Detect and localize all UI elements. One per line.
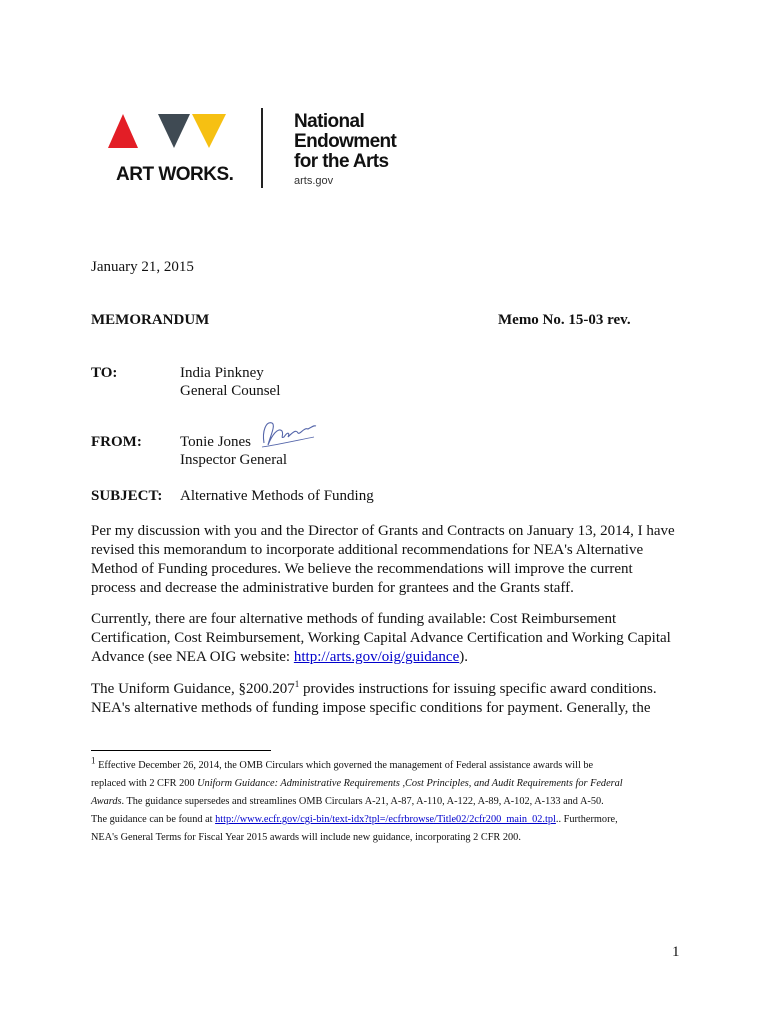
nea-logo-line-3: for the Arts [294, 151, 389, 172]
paragraph-3-text: provides instructions for issuing specific award conditions. [299, 681, 657, 697]
paragraph-2-line: Certification, Cost Reimbursement, Working Capital Advance Certification and Working Capital [91, 630, 671, 646]
to-title: General Counsel [180, 383, 281, 399]
footnote-line [91, 793, 691, 811]
paragraph-2-text: Advance (see NEA OIG website: [91, 649, 294, 665]
to-name: India Pinkney [180, 365, 264, 381]
nea-logo-url: arts.gov [294, 175, 334, 187]
footnote-italic-text: Awards [91, 796, 122, 807]
subject-label: SUBJECT: [91, 488, 163, 504]
footnote-line [91, 775, 691, 793]
paragraph-1-line: Per my discussion with you and the Director of Grants and Contracts on January 13, 2014, I have [91, 523, 675, 539]
footnote-marker: 1 [91, 755, 96, 766]
from-label: FROM: [91, 434, 142, 450]
footnote-separator [91, 750, 271, 751]
paragraph-2 [91, 610, 691, 667]
nea-logo-line-1: National [294, 111, 365, 132]
paragraph-3 [91, 680, 691, 718]
paragraph-1-line: process and decrease the administrative burden for grantees and the Grants staff. [91, 580, 574, 596]
footnote-reference: 1 [294, 679, 300, 689]
paragraph-1-line: revised this memorandum to incorporate additional recommendations for NEA's Alternative [91, 542, 644, 558]
logo-divider [261, 108, 263, 188]
oig-guidance-link[interactable]: http://arts.gov/oig/guidance [293, 649, 460, 665]
from-title: Inspector General [180, 452, 288, 468]
paragraph-3-line: NEA's alternative methods of funding impose specific conditions for payment. Generally, the [91, 700, 651, 716]
from-name: Tonie Jones [180, 434, 252, 450]
paragraph-2-line: Currently, there are four alternative methods of funding available: Cost Reimbursement [91, 611, 617, 627]
page-number: 1 [672, 944, 680, 960]
gray-triangle-icon [158, 114, 190, 148]
footnote-text: Effective December 26, 2014, the OMB Circulars which governed the management of Federal assistance awards will be [95, 760, 594, 771]
art-works-logo [106, 112, 246, 192]
footnote-text: replaced with 2 CFR 200 [91, 778, 198, 789]
paragraph-2-text: ). [459, 649, 468, 665]
footnote-italic-text: Uniform Guidance: Administrative Requirements ,Cost Principles, and Audit Requirements for Federal [197, 778, 623, 789]
to-label: TO: [91, 365, 118, 381]
nea-logo-line-2: Endowment [294, 131, 397, 152]
footnote-line [91, 757, 691, 775]
memo-date: January 21, 2015 [91, 259, 194, 275]
footnote-line: NEA's General Terms for Fiscal Year 2015 awards will include new guidance, incorporating 2 CFR 200. [91, 832, 521, 843]
art-works-shapes-icon [106, 112, 246, 162]
nea-logo [294, 112, 396, 187]
footnote-text: .. Furthermore, [555, 814, 618, 825]
paragraph-2-line [91, 648, 691, 667]
signature-icon [258, 417, 318, 456]
yellow-triangle-icon [192, 114, 226, 148]
paragraph-1 [91, 522, 691, 598]
ecfr-link[interactable]: http://www.ecfr.gov/cgi-bin/text-idx?tpl=/ecfrbrowse/Title02/2cfr200_main_02.tpl [215, 814, 556, 825]
footnote [91, 757, 691, 847]
paragraph-3-text: The Uniform Guidance, §200.207 [91, 681, 295, 697]
paragraph-1-line: Method of Funding procedures. We believe the recommendations will improve the current [91, 561, 633, 577]
memo-number: Memo No. 15-03 rev. [498, 312, 631, 328]
footnote-line [91, 811, 691, 829]
art-works-text: ART WORKS. [116, 164, 234, 185]
red-triangle-icon [108, 114, 138, 148]
memo-label: MEMORANDUM [91, 312, 210, 328]
footnote-text: The guidance can be found at [91, 814, 216, 825]
footnote-text: . The guidance supersedes and streamlines OMB Circulars A-21, A-87, A-110, A-122, A-89, A-102, A-133 and A-50. [121, 796, 604, 807]
paragraph-3-line [91, 680, 691, 699]
subject-text: Alternative Methods of Funding [180, 488, 374, 504]
